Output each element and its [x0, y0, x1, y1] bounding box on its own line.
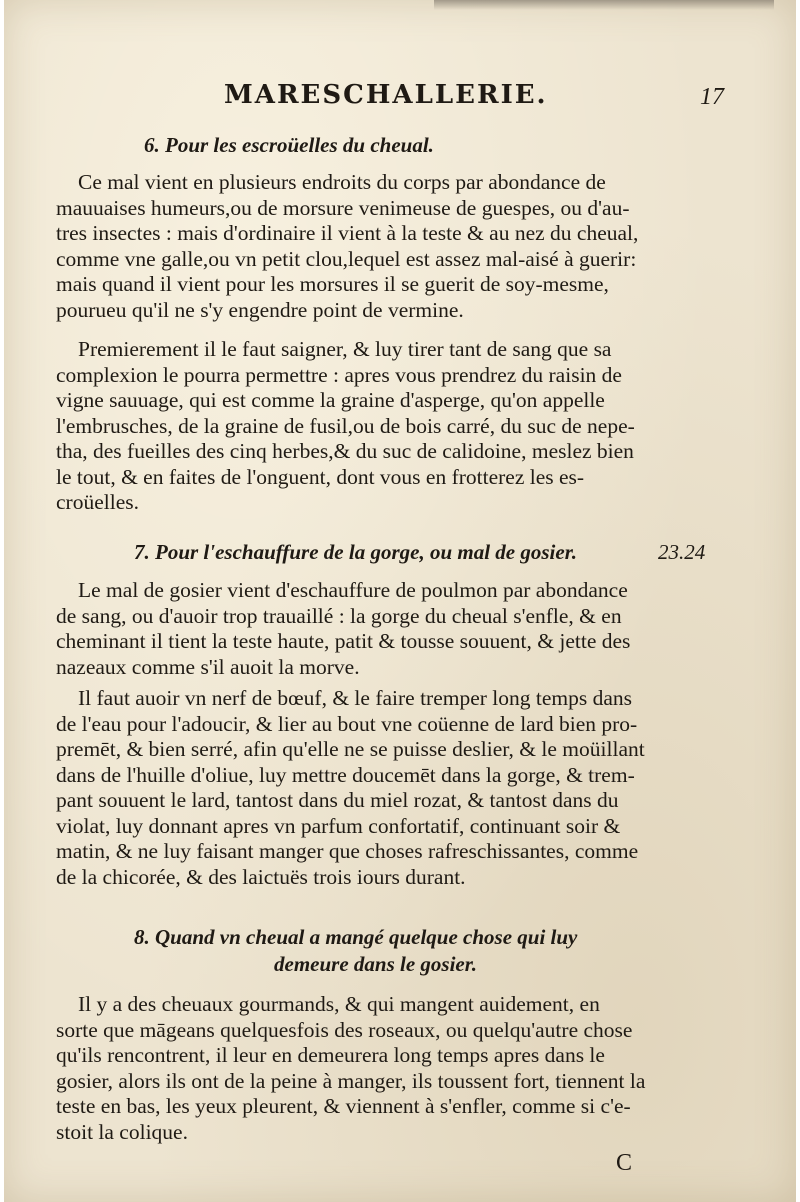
text-line: premēt, & bien serré, afin qu'elle ne se puisse deslier, & le moüillant	[56, 737, 645, 761]
section-heading-8: 8. Quand vn cheual a mangé quelque chose qui luy	[134, 925, 578, 949]
text-line: mais quand il vient pour les morsures il se guerit de soy-mesme,	[56, 272, 609, 296]
page-header	[224, 80, 724, 120]
text-line: de l'eau pour l'adoucir, & lier au bout vne coüenne de lard bien pro-	[56, 711, 638, 736]
text-line: cheminant il tient la teste haute, patit & tousse souuent, & jette des	[56, 629, 631, 653]
text-line: tha, des fueilles des cinq herbes,& du suc de calidoine, meslez bien	[56, 439, 634, 463]
paragraph	[56, 992, 721, 1145]
section-heading-8-continued: demeure dans le gosier.	[274, 952, 477, 976]
signature-mark: C	[616, 1150, 633, 1176]
text-line: Il faut auoir vn nerf de bœuf, & le faire tremper long temps dans	[78, 686, 633, 710]
page-edge-shadow	[434, 0, 774, 10]
text-line: Ce mal vient en plusieurs endroits du corps par abondance de	[78, 170, 606, 194]
section-heading-7: 7. Pour l'eschauffure de la gorge, ou mal de gosier.	[134, 540, 577, 564]
text-line: l'embrusches, de la graine de fusil,ou de bois carré, du suc de nepe-	[56, 413, 635, 438]
text-line: le tout, & en faites de l'onguent, dont vous en frotterez les es-	[56, 464, 585, 489]
page-number: 17	[700, 84, 724, 110]
text-line: pant souuent le lard, tantost dans du miel rozat, & tantost dans du	[56, 788, 619, 812]
text-line: Il y a des cheuaux gourmands, & qui mangent auidement, en	[78, 992, 600, 1016]
text-line: nazeaux comme s'il auoit la morve.	[56, 654, 360, 679]
cross-reference: 23.24	[658, 540, 706, 564]
text-line: matin, & ne luy faisant manger que choses rafreschissantes, comme	[56, 839, 639, 863]
paragraph	[56, 686, 721, 890]
text-line: vigne sauuage, qui est comme la graine d'asperge, qu'on appelle	[56, 388, 605, 412]
paragraph	[56, 337, 721, 516]
text-line: teste en bas, les yeux pleurent, & viennent à s'enfler, comme si c'e-	[56, 1094, 631, 1118]
text-line: comme vne galle,ou vn petit clou,lequel est assez mal-aisé à guerir:	[56, 246, 637, 271]
text-line: pourueu qu'il ne s'y engendre point de vermine.	[56, 297, 464, 322]
book-page	[4, 0, 796, 1202]
text-line: violat, luy donnant apres vn parfum confortatif, continuant soir &	[56, 813, 621, 838]
text-line: croüelles.	[56, 490, 139, 514]
section-heading-6: 6. Pour les escroüelles du cheual.	[144, 133, 434, 157]
paragraph	[56, 170, 721, 323]
text-line: Premierement il le faut saigner, & luy tirer tant de sang que sa	[78, 337, 612, 361]
text-line: complexion le pourra permettre : apres vous prendrez du raisin de	[56, 362, 622, 387]
text-line: mauuaises humeurs,ou de morsure venimeuse de guespes, ou d'au-	[56, 195, 630, 220]
text-line: de sang, ou d'auoir trop trauaillé : la gorge du cheual s'enfle, & en	[56, 603, 622, 628]
text-line: qu'ils rencontrent, il leur en demeurera long temps apres dans le	[56, 1043, 605, 1067]
text-line: dans de l'huille d'oliue, luy mettre doucemēt dans la gorge, & trem-	[56, 762, 635, 787]
text-line: sorte que māgeans quelquesfois des roseaux, ou quelqu'autre chose	[56, 1017, 633, 1042]
paragraph	[56, 578, 721, 680]
text-line: tres insectes : mais d'ordinaire il vient à la teste & au nez du cheual,	[56, 221, 639, 245]
text-line: Le mal de gosier vient d'eschauffure de poulmon par abondance	[78, 578, 628, 602]
text-line: stoit la colique.	[56, 1119, 188, 1144]
text-line: de la chicorée, & des laictuës trois iours durant.	[56, 864, 466, 889]
running-head: MARESCHALLERIE.	[224, 80, 548, 110]
text-line: gosier, alors ils ont de la peine à manger, ils toussent fort, tiennent la	[56, 1068, 646, 1093]
